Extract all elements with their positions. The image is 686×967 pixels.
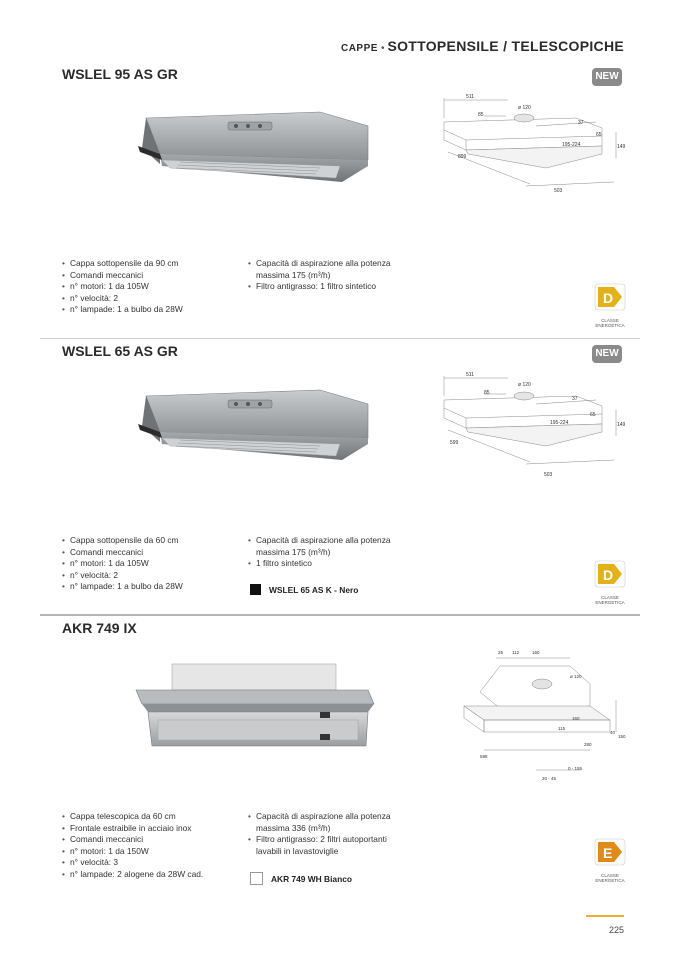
feature-item: • Filtro antigrasso: 2 filtri autoportanti (248, 834, 391, 846)
energy-caption: CLASSE (601, 595, 619, 600)
color-variant (250, 584, 358, 595)
feature-item: • Filtro antigrasso: 1 filtro sintetico (248, 281, 391, 293)
dim-label: 899 (458, 154, 467, 160)
dim-label: 599 (450, 440, 459, 446)
feature-item: • n° lampade: 1 a bulbo da 28W (62, 304, 183, 316)
dim-label: 85 (478, 112, 484, 118)
color-variant (250, 872, 352, 885)
subcategory-label: SOTTOPENSILE / TELESCOPICHE (387, 38, 624, 54)
energy-class-icon (592, 560, 628, 588)
feature-item: • n° motori: 1 da 105W (62, 558, 183, 570)
section-divider (40, 614, 640, 616)
energy-label (592, 283, 628, 328)
energy-caption: ENERGETICA (595, 323, 625, 328)
features-list-right (248, 811, 391, 857)
dim-label: 37 (578, 120, 584, 126)
dim-label: 503 (544, 472, 553, 478)
feature-item: • Comandi meccanici (62, 270, 183, 282)
dim-label: 160 (532, 650, 540, 655)
dim-label: 0 - 155 (568, 766, 583, 771)
feature-item: • Capacità di aspirazione alla potenza (248, 535, 391, 547)
dim-label: 65 (596, 132, 602, 138)
energy-class-letter: D (603, 567, 614, 583)
feature-item: • Cappa telescopica da 60 cm (62, 811, 203, 823)
color-swatch-black (250, 584, 261, 595)
technical-drawing (440, 640, 630, 782)
product-photo-hood (130, 386, 375, 470)
dim-label: 115 (558, 726, 566, 731)
product-title: WSLEL 95 AS GR (62, 66, 178, 82)
product-photo-telescopic-hood (128, 660, 378, 756)
dim-label: 598 (480, 754, 488, 759)
energy-label (592, 560, 628, 605)
dim-label: 25 (498, 650, 504, 655)
variant-label: WSLEL 65 AS K - Nero (269, 584, 359, 595)
feature-text: massima 175 (m³/h) (256, 269, 331, 280)
feature-item: • Cappa sottopensile da 90 cm (62, 258, 183, 270)
energy-caption: CLASSE (601, 873, 619, 878)
energy-class-letter: D (603, 290, 614, 306)
product-title: AKR 749 IX (62, 620, 137, 636)
feature-item: • Capacità di aspirazione alla potenza (248, 811, 391, 823)
dim-label: 112 (512, 650, 520, 655)
dim-label: 65 (590, 412, 596, 418)
feature-item: • n° velocità: 3 (62, 857, 203, 869)
product-photo-hood (130, 108, 375, 192)
section-header (341, 38, 624, 54)
header-separator: • (380, 43, 385, 54)
dim-label: 150 (618, 734, 626, 739)
variant-label: AKR 749 WH Bianco (271, 873, 352, 884)
dim-label: 160 (572, 716, 580, 721)
feature-item: • n° lampade: 1 a bulbo da 28W (62, 581, 183, 593)
section-divider (40, 338, 640, 339)
feature-item: • 1 filtro sintetico (248, 558, 391, 570)
dim-label: 511 (466, 94, 474, 100)
feature-item: • Frontale estraibile in acciaio inox (62, 823, 203, 835)
features-list-left (62, 258, 183, 316)
dim-label: 20 - 45 (542, 776, 557, 781)
feature-item: • n° motori: 1 da 105W (62, 281, 183, 293)
energy-class-icon (592, 838, 628, 866)
new-badge: NEW (592, 68, 622, 86)
features-list-right (248, 258, 391, 293)
dim-label: ø 120 (518, 382, 531, 388)
feature-item: • n° motori: 1 da 150W (62, 846, 203, 858)
dim-label: ø 120 (570, 674, 582, 679)
feature-item: • n° lampade: 2 alogene da 28W cad. (62, 869, 203, 881)
dim-label: 280 (584, 742, 592, 747)
dim-label: ø 120 (518, 105, 531, 111)
dim-label: 503 (554, 188, 563, 194)
feature-text: lavabili in lavastoviglie (256, 845, 339, 856)
technical-drawing (426, 88, 632, 200)
dim-label: 149 (617, 144, 626, 150)
new-badge: NEW (592, 345, 622, 363)
features-list-right (248, 535, 391, 570)
feature-item-continuation (248, 270, 391, 282)
product-title: WSLEL 65 AS GR (62, 343, 178, 359)
category-label: CAPPE (340, 43, 378, 54)
energy-class-icon (592, 283, 628, 311)
feature-item: • Cappa sottopensile da 60 cm (62, 535, 183, 547)
color-swatch-white (250, 872, 263, 885)
dim-label: 195-224 (562, 142, 581, 148)
energy-caption: CLASSE (601, 318, 619, 323)
feature-item: • Comandi meccanici (62, 547, 183, 559)
feature-item-continuation (248, 846, 391, 858)
feature-item: • n° velocità: 2 (62, 293, 183, 305)
dim-label: 37 (572, 396, 578, 402)
dim-label: 149 (617, 422, 626, 428)
features-list-left (62, 535, 183, 593)
accent-line (586, 915, 624, 917)
energy-class-letter: E (603, 845, 613, 861)
features-list-left (62, 811, 203, 881)
feature-item-continuation (248, 823, 391, 835)
feature-item: • n° velocità: 2 (62, 570, 183, 582)
page-number: 225 (608, 925, 624, 935)
feature-text: massima 175 (m³/h) (256, 546, 331, 557)
feature-item: • Comandi meccanici (62, 834, 203, 846)
energy-caption: ENERGETICA (595, 878, 625, 883)
feature-item-continuation (248, 547, 391, 559)
dim-label: 40 (610, 730, 616, 735)
energy-label (592, 838, 628, 883)
feature-text: massima 336 (m³/h) (256, 822, 331, 833)
dim-label: 511 (466, 372, 474, 378)
page-footer (586, 915, 624, 935)
feature-item: • Capacità di aspirazione alla potenza (248, 258, 391, 270)
energy-caption: ENERGETICA (595, 600, 625, 605)
dim-label: 195-224 (550, 420, 569, 426)
technical-drawing (426, 366, 632, 478)
dim-label: 85 (484, 390, 490, 396)
